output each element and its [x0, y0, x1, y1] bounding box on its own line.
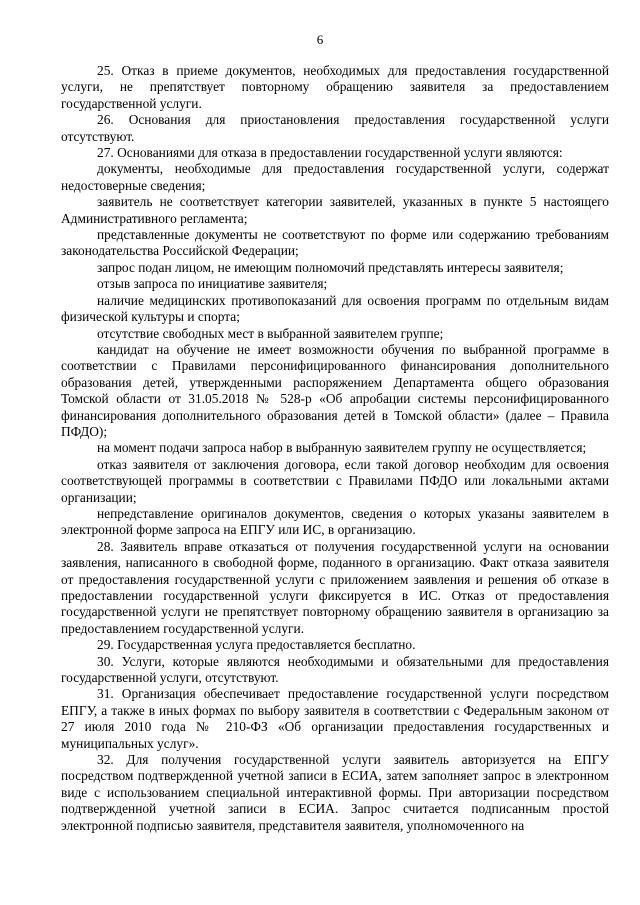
paragraph: отзыв запроса по инициативе заявителя; [97, 276, 328, 292]
paragraph: 32. Для получения государственной услуги заявитель авторизуется на ЕПГУ посредством подтвержденной учетной записи в ЕСИА, затем заполняет запрос в электронном виде с использованием специальной интерактивной формы. При авторизации посредством подтвержденной учетной записи в ЕСИА. Запрос считается подписанным простой электронной подписью заявителя, представителя заявителя, уполномоченного на [61, 752, 609, 833]
paragraph: отказ заявителя от заключения договора, если такой договор необходим для освоения соответствующей программы в соответствии с Правилами ПФДО или локальными актами организации; [61, 456, 609, 505]
document-body [61, 63, 609, 834]
paragraph: кандидат на обучение не имеет возможности обучения по выбранной программе в соответствии с Правилами персонифицированного финансирования дополнительного образования детей, утвержденными распоряжением Департамента общего образования Томской области от 31.05.2018 № 528-р «Об апробации системы персонифицированного финансирования дополнительного образования детей в Томской области» (далее – Правила ПФДО); [61, 341, 609, 439]
paragraph: 27. Основаниями для отказа в предоставлении государственной услуги являются: [97, 145, 563, 161]
paragraph: непредставление оригиналов документов, сведения о которых указаны заявителем в электронной форме запроса на ЕПГУ или ИС, в организацию. [61, 505, 609, 538]
paragraph: отсутствие свободных мест в выбранной заявителем группе; [97, 325, 444, 341]
paragraph: заявитель не соответствует категории заявителей, указанных в пункте 5 настоящего Административного регламента; [61, 194, 609, 226]
paragraph: 31. Организация обеспечивает предоставление государственной услуги посредством ЕПГУ, а также в иных формах по выбору заявителя в соответствии с Федеральным законом от 27 июля 2010 года № 210-ФЗ «Об организации предоставления государственных и муниципальных услуг». [61, 686, 609, 751]
paragraph: наличие медицинских противопоказаний для освоения программ по отдельным видам физической культуры и спорта; [61, 292, 609, 325]
paragraph: 30. Услуги, которые являются необходимыми и обязательными для предоставления государственной услуги, отсутствуют. [61, 653, 609, 686]
paragraph: 26. Основания для приостановления предоставления государственной услуги отсутствуют. [61, 112, 609, 144]
page-number: 6 [316, 32, 324, 47]
paragraph: документы, необходимые для предоставления государственной услуги, содержат недостоверные сведения; [61, 161, 609, 193]
paragraph: 29. Государственная услуга предоставляется бесплатно. [97, 637, 416, 653]
paragraph: на момент подачи запроса набор в выбранную заявителем группу не осуществляется; [97, 440, 587, 456]
paragraph: запрос подан лицом, не имеющим полномочий представлять интересы заявителя; [97, 259, 564, 275]
paragraph: 28. Заявитель вправе отказаться от получения государственной услуги на основании заявления, написанного в свободной форме, поданного в организацию. Факт отказа заявителя от предоставления государственной услуги с приложением заявления и решения об отказе в предоставлении государственной услуги фиксируется в ИС. Отказ от предоставления государственной услуги не препятствует повторному обращению заявителя в организацию за предоставлением государственной услуги. [61, 538, 609, 636]
paragraph: представленные документы не соответствуют по форме или содержанию требованиям законодательства Российской Федерации; [61, 227, 609, 259]
paragraph: 25. Отказ в приеме документов, необходимых для предоставления государственной услуги, не препятствует повторному обращению заявителя за предоставлением государственной услуги. [61, 63, 609, 111]
